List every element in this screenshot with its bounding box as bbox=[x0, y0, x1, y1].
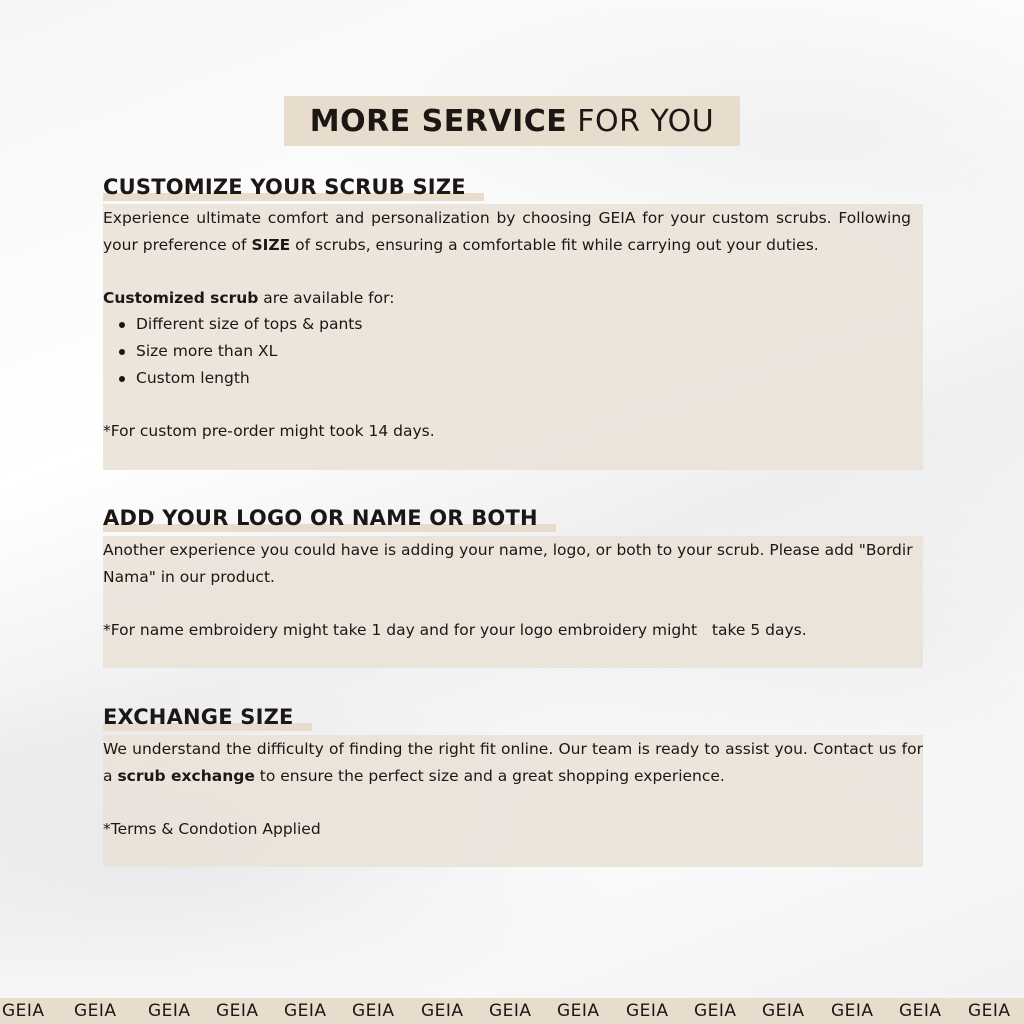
brand-logo-text: GEIA bbox=[694, 1001, 737, 1021]
brand-logo-text: GEIA bbox=[2, 1001, 45, 1021]
page-title-bold: MORE SERVICE bbox=[309, 103, 568, 139]
section-exchange-heading: EXCHANGE SIZE bbox=[103, 703, 312, 731]
section-customize-body bbox=[103, 205, 911, 444]
brand-logo-text: GEIA bbox=[421, 1001, 464, 1021]
brand-logo-text: GEIA bbox=[489, 1001, 532, 1021]
brand-logo-text: GEIA bbox=[284, 1001, 327, 1021]
brand-logo-text: GEIA bbox=[762, 1001, 805, 1021]
section-exchange-note: *Terms & Condotion Applied bbox=[103, 819, 321, 838]
page-title-normal: FOR YOU bbox=[577, 103, 715, 139]
section-exchange-body bbox=[103, 736, 923, 842]
brand-logo-text: GEIA bbox=[216, 1001, 259, 1021]
section-logo-body bbox=[103, 537, 923, 643]
scrub-exchange-emphasis: scrub exchange bbox=[117, 766, 255, 785]
list-item: Size more than XL bbox=[119, 338, 911, 365]
customized-scrub-emphasis: Customized scrub bbox=[103, 288, 259, 307]
section-customize-intro: Experience ultimate comfort and personalization by choosing GEIA for your custom scrubs. Following your preference of SIZE of scrubs, ensuring a comfortable fit while carrying out your duties. bbox=[103, 209, 911, 254]
section-exchange-intro: We understand the difficulty of finding the right fit online. Our team is ready to assist you. Contact us for a scrub exchange to ensure the perfect size and a great shopping experience. bbox=[103, 740, 923, 785]
list-item: Different size of tops & pants bbox=[119, 311, 911, 338]
brand-logo-text: GEIA bbox=[899, 1001, 942, 1021]
brand-logo-text: GEIA bbox=[148, 1001, 191, 1021]
brand-logo-text: GEIA bbox=[626, 1001, 669, 1021]
brand-logo-text: GEIA bbox=[831, 1001, 874, 1021]
section-customize-heading: CUSTOMIZE YOUR SCRUB SIZE bbox=[103, 173, 484, 201]
brand-logo-text: GEIA bbox=[968, 1001, 1011, 1021]
section-logo-intro: Another experience you could have is adding your name, logo, or both to your scrub. Please add "Bordir Nama" in our product. bbox=[103, 541, 913, 586]
brand-logo-text: GEIA bbox=[352, 1001, 395, 1021]
customize-options-list bbox=[103, 311, 911, 391]
brand-logo-text: GEIA bbox=[74, 1001, 117, 1021]
brand-strip bbox=[0, 998, 1024, 1024]
list-item: Custom length bbox=[119, 365, 911, 392]
section-customize-available: Customized scrub are available for: bbox=[103, 288, 395, 307]
section-logo-note: *For name embroidery might take 1 day and for your logo embroidery might take 5 days. bbox=[103, 620, 807, 639]
size-emphasis: SIZE bbox=[251, 235, 291, 254]
brand-logo-text: GEIA bbox=[557, 1001, 600, 1021]
section-logo-heading: ADD YOUR LOGO OR NAME OR BOTH bbox=[103, 504, 556, 532]
section-customize-note: *For custom pre-order might took 14 days. bbox=[103, 421, 435, 440]
page-title bbox=[284, 96, 740, 146]
